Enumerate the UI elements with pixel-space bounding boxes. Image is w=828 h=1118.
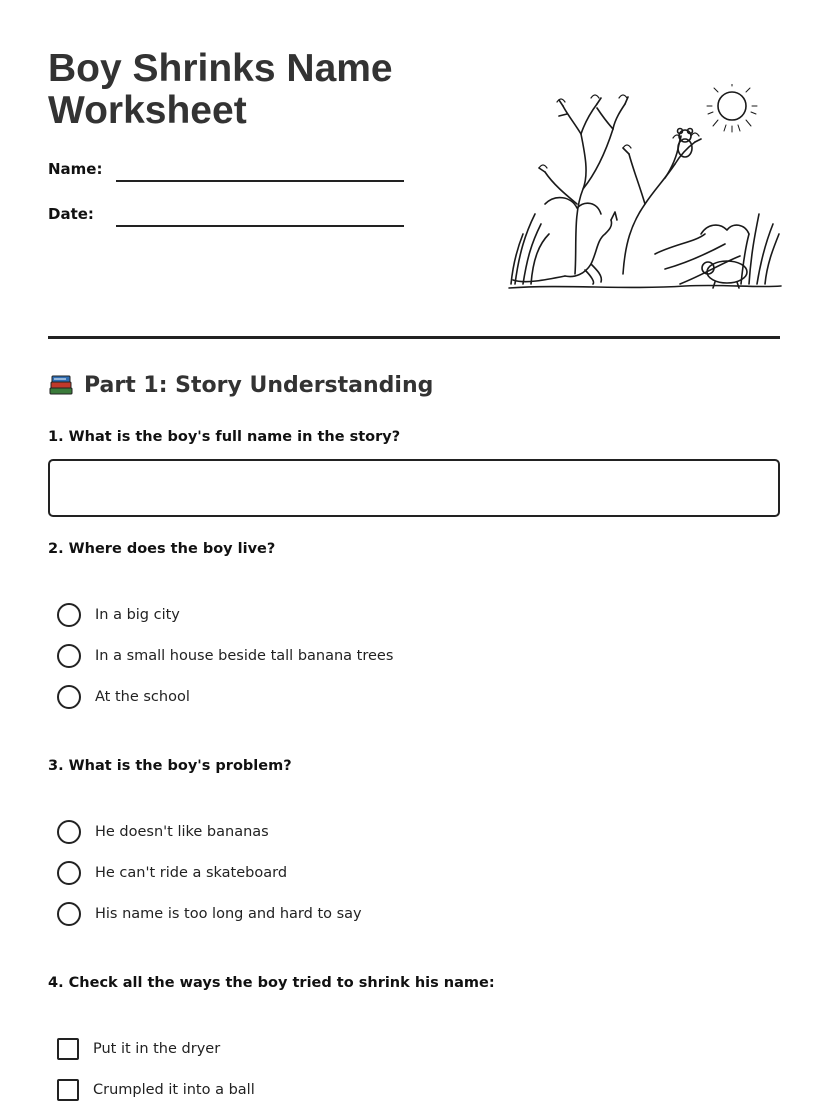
radio-button[interactable] (57, 603, 81, 627)
radio-button[interactable] (57, 820, 81, 844)
question-4: 4. Check all the ways the boy tried to shrink his name: (48, 975, 495, 991)
radio-button[interactable] (57, 902, 81, 926)
part1-heading (48, 372, 433, 398)
page-title: Boy Shrinks Name Worksheet (48, 47, 393, 132)
date-field (48, 205, 408, 233)
option-label: He can't ride a skateboard (95, 865, 288, 881)
question-2-option-3[interactable] (57, 685, 190, 709)
name-label: Name: (48, 160, 103, 178)
question-1: 1. What is the boy's full name in the story? (48, 429, 401, 445)
part1-heading-text: Part 1: Story Understanding (84, 372, 434, 398)
date-label: Date: (48, 205, 94, 223)
date-input-line[interactable] (116, 225, 404, 227)
option-label: His name is too long and hard to say (95, 906, 362, 922)
books-icon (48, 372, 74, 398)
kangaroo-icon (513, 212, 617, 284)
name-input-line[interactable] (116, 180, 404, 182)
radio-button[interactable] (57, 861, 81, 885)
question-2-option-1[interactable] (57, 603, 180, 627)
section-divider (48, 336, 780, 339)
option-label: Crumpled it into a ball (93, 1082, 255, 1098)
checkbox[interactable] (57, 1079, 79, 1101)
question-3-option-3[interactable] (57, 902, 362, 926)
question-3-option-2[interactable] (57, 861, 287, 885)
question-4-option-2[interactable] (57, 1078, 255, 1102)
question-3-option-1[interactable] (57, 820, 269, 844)
option-label: At the school (95, 689, 190, 705)
question-1-answer-box[interactable] (48, 459, 780, 517)
question-2-option-2[interactable] (57, 644, 393, 668)
radio-button[interactable] (57, 685, 81, 709)
checkbox[interactable] (57, 1038, 79, 1060)
outback-landscape-illustration (505, 84, 783, 294)
koala-icon (678, 129, 693, 158)
radio-button[interactable] (57, 644, 81, 668)
question-4-option-1[interactable] (57, 1037, 220, 1061)
question-3: 3. What is the boy's problem? (48, 758, 292, 774)
name-field (48, 160, 408, 188)
question-2: 2. Where does the boy live? (48, 541, 276, 557)
option-label: In a big city (95, 607, 180, 623)
sun-icon (707, 84, 757, 132)
option-label: He doesn't like bananas (95, 824, 269, 840)
option-label: In a small house beside tall banana trees (95, 648, 394, 664)
option-label: Put it in the dryer (93, 1041, 221, 1057)
